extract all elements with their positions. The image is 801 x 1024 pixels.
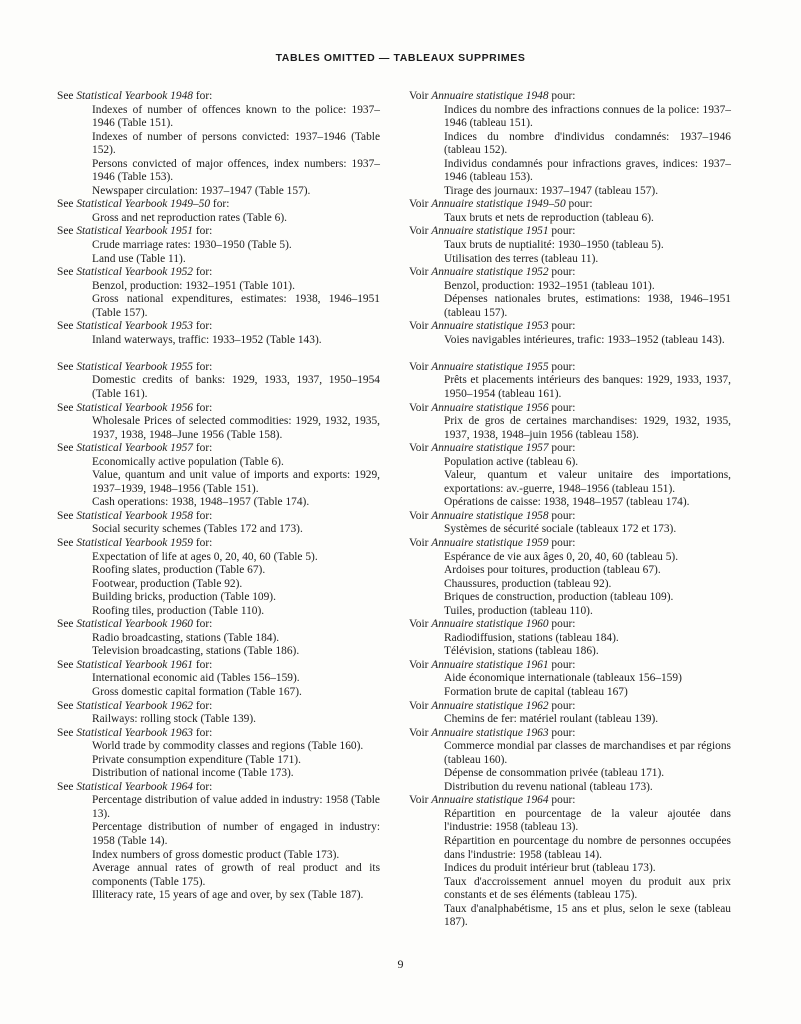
yearbook-section xyxy=(409,90,731,198)
omitted-table-entry: Economically active population (Table 6). xyxy=(92,455,284,468)
omitted-table-entry: Indexes of number of offences known to the police: 1937–1946 (Table 151). xyxy=(92,103,380,130)
omitted-table-entry: Utilisation des terres (tableau 11). xyxy=(444,252,599,265)
yearbook-title: Annuaire statistique 1956 xyxy=(431,401,549,414)
heading-prefix: Voir xyxy=(409,509,429,522)
yearbook-section xyxy=(57,361,380,402)
yearbook-title: Statistical Yearbook 1960 xyxy=(76,618,193,631)
omitted-table-entry: Expectation of life at ages 0, 20, 40, 60 (Table 5). xyxy=(92,550,318,563)
heading-prefix: Voir xyxy=(409,537,429,549)
heading-prefix: See xyxy=(57,225,74,238)
omitted-table-entry: Chemins de fer: matériel roulant (tableau 139). xyxy=(444,713,659,726)
omitted-table-entry: Répartition en pourcentage de la valeur ajoutée dans l'industrie: 1958 (tableau 13). xyxy=(444,807,731,834)
yearbook-section xyxy=(57,727,380,781)
section-heading xyxy=(57,537,380,551)
heading-prefix: See xyxy=(57,618,74,631)
heading-suffix: for: xyxy=(195,360,213,373)
omitted-table-entry: Distribution du revenu national (tableau 173). xyxy=(444,780,653,793)
heading-suffix: pour: xyxy=(551,360,576,373)
omitted-table-entry: Wholesale Prices of selected commodities: 1929, 1932, 1935, 1937, 1938, 1948–June 1956 (Table 158). xyxy=(92,415,380,441)
yearbook-section xyxy=(409,402,731,443)
omitted-table-entry: Gross and net reproduction rates (Table 6). xyxy=(92,211,287,224)
yearbook-title: Statistical Yearbook 1964 xyxy=(76,780,193,793)
yearbook-section xyxy=(409,266,731,320)
heading-prefix: See xyxy=(57,658,74,671)
omitted-table-entry: Radio broadcasting, stations (Table 184). xyxy=(92,631,280,644)
heading-prefix: Voir xyxy=(409,658,429,671)
page-number: 9 xyxy=(397,957,404,971)
heading-suffix: for: xyxy=(195,537,213,549)
heading-suffix: for: xyxy=(195,90,213,102)
omitted-table-entry: Télévision, stations (tableau 186). xyxy=(444,645,599,658)
yearbook-title: Annuaire statistique 1962 xyxy=(431,699,549,712)
yearbook-section xyxy=(409,659,731,700)
yearbook-title: Statistical Yearbook 1949–50 xyxy=(76,198,211,211)
omitted-table-entry: Indices du nombre d'individus condamnés: 1937–1946 (tableau 152). xyxy=(444,130,731,157)
heading-prefix: See xyxy=(57,90,74,102)
section-heading xyxy=(57,266,380,280)
section-heading xyxy=(409,727,731,741)
omitted-table-entry: Domestic credits of banks: 1929, 1933, 1937, 1950–1954 (Table 161). xyxy=(92,374,380,400)
heading-prefix: See xyxy=(57,266,74,279)
omitted-table-entry: Gross domestic capital formation (Table 167). xyxy=(92,686,302,699)
yearbook-section xyxy=(57,266,380,320)
yearbook-title: Statistical Yearbook 1953 xyxy=(76,320,193,333)
yearbook-section xyxy=(57,700,380,727)
heading-suffix: pour: xyxy=(551,225,576,238)
heading-prefix: Voir xyxy=(409,401,429,414)
omitted-table-entry: Tirage des journaux: 1937–1947 (tableau 157). xyxy=(444,184,659,197)
section-heading xyxy=(409,794,731,808)
yearbook-title: Statistical Yearbook 1961 xyxy=(76,658,193,671)
omitted-table-entry: Dépenses nationales brutes, estimations: 1938, 1946–1951 (tableau 157). xyxy=(444,293,731,319)
section-heading xyxy=(409,361,731,375)
yearbook-title: Annuaire statistique 1961 xyxy=(431,658,549,671)
section-heading xyxy=(57,700,380,714)
section-heading xyxy=(409,700,731,714)
heading-suffix: for: xyxy=(195,699,213,712)
omitted-table-entry: Tuiles, production (tableau 110). xyxy=(444,604,593,617)
section-heading xyxy=(57,510,380,524)
omitted-table-entry: Television broadcasting, stations (Table 186). xyxy=(92,645,300,658)
heading-suffix: pour: xyxy=(551,699,576,712)
yearbook-title: Annuaire statistique 1955 xyxy=(431,360,549,373)
heading-suffix: for: xyxy=(212,198,230,211)
section-heading xyxy=(57,727,380,741)
omitted-table-entry: Percentage distribution of number of engaged in industry: 1958 (Table 14). xyxy=(92,821,380,848)
heading-suffix: for: xyxy=(195,509,213,522)
heading-prefix: Voir xyxy=(409,225,429,238)
section-heading xyxy=(409,320,731,334)
yearbook-section xyxy=(409,320,731,347)
yearbook-title: Annuaire statistique 1949–50 xyxy=(431,198,566,211)
section-heading xyxy=(57,781,380,795)
heading-prefix: Voir xyxy=(409,90,429,102)
yearbook-title: Statistical Yearbook 1955 xyxy=(76,360,193,373)
yearbook-section xyxy=(409,510,731,537)
omitted-table-entry: Taux d'analphabétisme, 15 ans et plus, selon le sexe (tableau 187). xyxy=(444,902,731,929)
omitted-table-entry: Value, quantum and unit value of imports and exports: 1929, 1937–1939, 1948–1956 (Table 151). xyxy=(92,469,380,495)
omitted-table-entry: Persons convicted of major offences, index numbers: 1937–1946 (Table 153). xyxy=(92,157,380,184)
heading-prefix: See xyxy=(57,780,74,793)
omitted-table-entry: Social security schemes (Tables 172 and 173). xyxy=(92,523,303,536)
yearbook-title: Annuaire statistique 1948 xyxy=(431,90,549,102)
page-title: TABLES OMITTED — TABLEAUX SUPPRIMES xyxy=(275,52,526,64)
section-heading xyxy=(57,90,380,104)
omitted-table-entry: Dépense de consommation privée (tableau 171). xyxy=(444,767,665,780)
omitted-table-entry: Répartition en pourcentage du nombre de personnes occupées dans l'industrie: 1958 (tableau 14). xyxy=(444,835,731,861)
heading-prefix: See xyxy=(57,537,74,549)
yearbook-section xyxy=(409,225,731,266)
heading-suffix: pour: xyxy=(568,198,593,211)
yearbook-title: Statistical Yearbook 1951 xyxy=(76,225,193,238)
heading-prefix: Voir xyxy=(409,266,429,279)
section-heading xyxy=(409,266,731,280)
yearbook-section xyxy=(57,442,380,510)
heading-suffix: for: xyxy=(195,780,213,793)
heading-suffix: pour: xyxy=(551,442,576,455)
yearbook-title: Statistical Yearbook 1958 xyxy=(76,509,193,522)
section-heading xyxy=(409,510,731,524)
heading-suffix: for: xyxy=(195,442,213,455)
omitted-table-entry: World trade by commodity classes and regions (Table 160). xyxy=(92,740,364,753)
heading-suffix: pour: xyxy=(551,266,576,279)
yearbook-title: Statistical Yearbook 1959 xyxy=(76,537,193,549)
yearbook-title: Statistical Yearbook 1963 xyxy=(76,726,193,739)
yearbook-section xyxy=(57,537,380,618)
omitted-table-entry: Population active (tableau 6). xyxy=(444,455,579,468)
heading-suffix: for: xyxy=(195,320,213,333)
heading-suffix: pour: xyxy=(551,537,576,549)
omitted-table-entry: Voies navigables intérieures, trafic: 1933–1952 (tableau 143). xyxy=(444,333,725,346)
omitted-table-entry: Radiodiffusion, stations (tableau 184). xyxy=(444,631,619,644)
yearbook-section xyxy=(57,781,380,903)
omitted-table-entry: Distribution of national income (Table 173). xyxy=(92,767,294,780)
yearbook-section xyxy=(57,402,380,443)
omitted-table-entry: Newspaper circulation: 1937–1947 (Table 157). xyxy=(92,184,311,197)
yearbook-title: Annuaire statistique 1957 xyxy=(431,442,549,455)
section-heading xyxy=(409,659,731,673)
heading-suffix: for: xyxy=(195,618,213,631)
omitted-table-entry: Individus condamnés pour infractions graves, indices: 1937–1946 (tableau 153). xyxy=(444,157,731,184)
heading-prefix: See xyxy=(57,509,74,522)
yearbook-title: Statistical Yearbook 1948 xyxy=(76,90,193,102)
heading-prefix: Voir xyxy=(409,442,429,455)
section-heading xyxy=(57,198,380,212)
section-heading xyxy=(409,618,731,632)
yearbook-section xyxy=(409,727,731,795)
section-heading xyxy=(409,90,731,104)
yearbook-section xyxy=(409,198,731,225)
omitted-table-entry: Prêts et placements intérieurs des banques: 1929, 1933, 1937, 1950–1954 (tableau 161). xyxy=(444,374,731,400)
omitted-table-entry: Illiteracy rate, 15 years of age and over, by sex (Table 187). xyxy=(92,889,364,902)
omitted-table-entry: Inland waterways, traffic: 1933–1952 (Table 143). xyxy=(92,333,322,346)
yearbook-title: Statistical Yearbook 1962 xyxy=(76,699,193,712)
yearbook-title: Annuaire statistique 1963 xyxy=(431,726,549,739)
omitted-table-entry: Taux bruts et nets de reproduction (tableau 6). xyxy=(444,211,654,224)
heading-prefix: See xyxy=(57,320,74,333)
omitted-table-entry: Percentage distribution of value added in industry: 1958 (Table 13). xyxy=(92,794,380,820)
section-heading xyxy=(57,320,380,334)
heading-suffix: pour: xyxy=(551,320,576,333)
yearbook-section xyxy=(409,618,731,659)
omitted-table-entry: Average annual rates of growth of real product and its components (Table 175). xyxy=(92,862,380,888)
heading-suffix: for: xyxy=(195,225,213,238)
omitted-table-entry: Taux bruts de nuptialité: 1930–1950 (tableau 5). xyxy=(444,239,664,252)
omitted-table-entry: Commerce mondial par classes de marchandises et par régions (tableau 160). xyxy=(444,740,731,766)
omitted-table-entry: Espérance de vie aux âges 0, 20, 40, 60 (tableau 5). xyxy=(444,550,679,563)
yearbook-section xyxy=(57,225,380,266)
omitted-table-entry: Index numbers of gross domestic product (Table 173). xyxy=(92,848,340,861)
yearbook-title: Statistical Yearbook 1952 xyxy=(76,266,193,279)
yearbook-section xyxy=(57,510,380,537)
heading-suffix: pour: xyxy=(551,658,576,671)
yearbook-title: Statistical Yearbook 1956 xyxy=(76,401,193,414)
omitted-table-entry: Building bricks, production (Table 109). xyxy=(92,591,276,604)
omitted-table-entry: Railways: rolling stock (Table 139). xyxy=(92,713,257,726)
omitted-table-entry: Indexes of number of persons convicted: 1937–1946 (Table 152). xyxy=(92,130,380,157)
heading-prefix: Voir xyxy=(409,320,429,333)
yearbook-section xyxy=(57,659,380,700)
yearbook-section xyxy=(409,442,731,510)
heading-prefix: Voir xyxy=(409,699,429,712)
heading-suffix: for: xyxy=(195,726,213,739)
heading-suffix: pour: xyxy=(551,509,576,522)
yearbook-title: Annuaire statistique 1953 xyxy=(431,320,549,333)
yearbook-title: Annuaire statistique 1951 xyxy=(431,225,549,238)
french-column xyxy=(409,90,731,930)
omitted-table-entry: Valeur, quantum et valeur unitaire des importations, exportations: av.-guerre, 1948–1956 (tableau 151). xyxy=(444,469,731,495)
section-heading xyxy=(409,225,731,239)
omitted-table-entry: Private consumption expenditure (Table 171). xyxy=(92,753,301,766)
omitted-table-entry: Opérations de caisse: 1938, 1948–1957 (tableau 174). xyxy=(444,496,690,509)
heading-suffix: for: xyxy=(195,658,213,671)
heading-suffix: pour: xyxy=(551,401,576,414)
omitted-table-entry: Land use (Table 11). xyxy=(92,252,186,265)
section-heading xyxy=(57,659,380,673)
english-column xyxy=(57,90,380,903)
heading-prefix: Voir xyxy=(409,198,429,211)
omitted-table-entry: Benzol, production: 1932–1951 (tableau 101). xyxy=(444,279,655,292)
yearbook-title: Statistical Yearbook 1957 xyxy=(76,442,193,455)
omitted-table-entry: Taux d'accroissement annuel moyen du produit aux prix constants et de ses éléments (tableau 175). xyxy=(444,875,731,902)
yearbook-section xyxy=(57,618,380,659)
omitted-table-entry: Footwear, production (Table 92). xyxy=(92,577,243,590)
yearbook-section xyxy=(409,537,731,618)
yearbook-section xyxy=(57,198,380,225)
section-heading xyxy=(57,225,380,239)
heading-prefix: Voir xyxy=(409,618,429,631)
heading-prefix: See xyxy=(57,401,74,414)
omitted-table-entry: Crude marriage rates: 1930–1950 (Table 5). xyxy=(92,239,292,252)
omitted-table-entry: International economic aid (Tables 156–159). xyxy=(92,672,300,685)
heading-prefix: See xyxy=(57,726,74,739)
yearbook-section xyxy=(57,90,380,198)
section-heading xyxy=(409,442,731,456)
omitted-table-entry: Formation brute de capital (tableau 167) xyxy=(444,686,628,699)
heading-suffix: pour: xyxy=(551,618,576,631)
heading-suffix: pour: xyxy=(551,90,576,102)
heading-prefix: Voir xyxy=(409,726,429,739)
section-heading xyxy=(57,618,380,632)
omitted-table-entry: Cash operations: 1938, 1948–1957 (Table 174). xyxy=(92,496,310,509)
yearbook-title: Annuaire statistique 1964 xyxy=(431,794,549,807)
omitted-table-entry: Benzol, production: 1932–1951 (Table 101). xyxy=(92,279,295,292)
heading-suffix: pour: xyxy=(551,726,576,739)
section-heading xyxy=(57,402,380,416)
section-heading xyxy=(409,402,731,416)
yearbook-section xyxy=(409,700,731,727)
heading-prefix: See xyxy=(57,442,74,455)
heading-prefix: Voir xyxy=(409,794,429,807)
omitted-table-entry: Indices du nombre des infractions connues de la police: 1937–1946 (tableau 151). xyxy=(444,103,731,130)
yearbook-title: Annuaire statistique 1952 xyxy=(431,266,549,279)
section-heading xyxy=(409,537,731,551)
heading-prefix: Voir xyxy=(409,360,429,373)
heading-suffix: pour: xyxy=(551,794,576,807)
omitted-table-entry: Prix de gros de certaines marchandises: 1929, 1932, 1935, 1937, 1938, 1948–juin 1956 (tableau 158). xyxy=(444,415,731,441)
section-heading xyxy=(57,442,380,456)
omitted-table-entry: Ardoises pour toitures, production (tableau 67). xyxy=(444,564,661,577)
heading-suffix: for: xyxy=(195,401,213,414)
yearbook-title: Annuaire statistique 1959 xyxy=(431,537,549,549)
yearbook-title: Annuaire statistique 1958 xyxy=(431,509,549,522)
omitted-table-entry: Chaussures, production (tableau 92). xyxy=(444,577,612,590)
yearbook-section xyxy=(409,361,731,402)
heading-prefix: See xyxy=(57,360,74,373)
section-heading xyxy=(57,361,380,375)
omitted-table-entry: Indices du produit intérieur brut (tableau 173). xyxy=(444,862,656,875)
yearbook-title: Annuaire statistique 1960 xyxy=(431,618,549,631)
yearbook-section xyxy=(57,320,380,347)
section-heading xyxy=(409,198,731,212)
omitted-table-entry: Briques de construction, production (tableau 109). xyxy=(444,591,674,604)
omitted-table-entry: Aide économique internationale (tableaux 156–159) xyxy=(444,672,682,685)
heading-prefix: See xyxy=(57,198,74,211)
yearbook-section xyxy=(409,794,731,929)
omitted-table-entry: Systèmes de sécurité sociale (tableaux 172 et 173). xyxy=(444,523,677,536)
omitted-table-entry: Gross national expenditures, estimates: 1938, 1946–1951 (Table 157). xyxy=(92,293,380,319)
heading-suffix: for: xyxy=(195,266,213,279)
omitted-table-entry: Roofing slates, production (Table 67). xyxy=(92,564,266,577)
heading-prefix: See xyxy=(57,699,74,712)
omitted-table-entry: Roofing tiles, production (Table 110). xyxy=(92,604,265,617)
